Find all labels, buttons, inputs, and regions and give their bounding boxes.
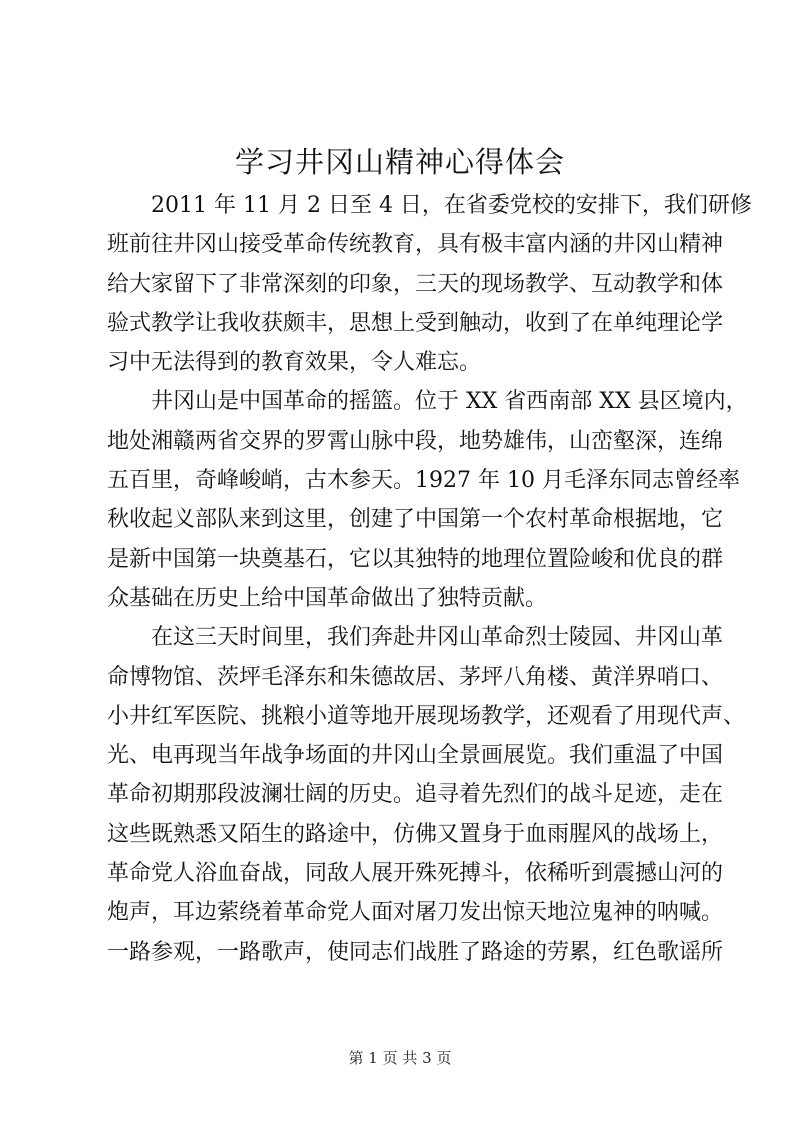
paragraph-3-line-9: 一路参观，一路歌声，使同志们战胜了路途的劳累，红色歌谣所 [107, 939, 724, 965]
paragraph-1-line-3: 给大家留下了非常深刻的印象，三天的现场教学、互动教学和体 [107, 271, 724, 297]
paragraph-3-line-3: 小井红军医院、挑粮小道等地开展现场教学，还观看了用现代声、 [107, 703, 746, 729]
paragraph-3-line-6: 这些既熟悉又陌生的路途中，仿佛又置身于血雨腥风的战场上， [107, 821, 724, 847]
page-indicator: 第 1 页 共 3 页 [348, 1049, 452, 1067]
paragraph-3-line-7: 革命党人浴血奋战，同敌人展开殊死搏斗，依稀听到震撼山河的 [107, 861, 724, 887]
paragraph-1-line-5: 习中无法得到的教育效果，令人难忘。 [107, 350, 482, 376]
paragraph-1-line-4: 验式教学让我收获颇丰，思想上受到触动，收到了在单纯理论学 [107, 310, 724, 336]
paragraph-2-line-6: 众基础在历史上给中国革命做出了独特贡献。 [107, 585, 548, 611]
paragraph-3-line-5: 革命初期那段波澜壮阔的历史。追寻着先烈们的战斗足迹，走在 [107, 782, 724, 808]
paragraph-1-line-1: 2011 年 11 月 2 日至 4 日，在省委党校的安排下，我们研修 [151, 193, 752, 218]
paragraph-2-line-2: 地处湘赣两省交界的罗霄山脉中段，地势雄伟，山峦壑深，连绵 [107, 428, 724, 454]
document-body [107, 186, 752, 972]
paragraph-3-line-2: 命博物馆、茨坪毛泽东和朱德故居、茅坪八角楼、黄洋界哨口、 [107, 664, 724, 690]
paragraph-2-line-1: 井冈山是中国革命的摇篮。位于 XX 省西南部 XX 县区境内， [151, 389, 748, 415]
document-title: 学习井冈山精神心得体会 [234, 145, 565, 179]
paragraph-2-line-3: 五百里，奇峰峻峭，古木参天。1927 年 10 月毛泽东同志曾经率 [107, 468, 740, 494]
paragraph-1-line-2: 班前往井冈山接受革命传统教育，具有极丰富内涵的井冈山精神 [107, 232, 724, 258]
paragraph-3-line-1: 在这三天时间里，我们奔赴井冈山革命烈士陵园、井冈山革 [151, 625, 724, 651]
paragraph-2-line-4: 秋收起义部队来到这里，创建了中国第一个农村革命根据地，它 [107, 507, 724, 533]
paragraph-3-line-8: 炮声，耳边萦绕着革命党人面对屠刀发出惊天地泣鬼神的呐喊。 [107, 900, 724, 926]
paragraph-3-line-4: 光、电再现当年战争场面的井冈山全景画展览。我们重温了中国 [107, 743, 724, 769]
paragraph-2-line-5: 是新中国第一块奠基石，它以其独特的地理位置险峻和优良的群 [107, 546, 724, 572]
